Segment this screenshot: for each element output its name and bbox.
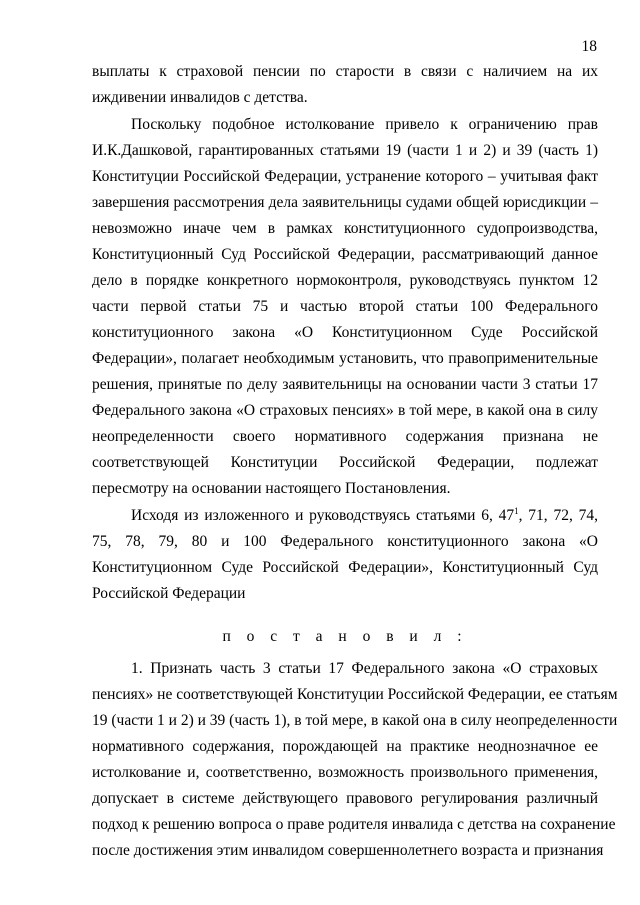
text-line: пересмотру на основании настоящего Постановления.: [92, 480, 451, 497]
text-line: невозможно иначе чем в рамках конституционного судопроизводства,: [92, 220, 598, 237]
text-line: истолкование и, соответственно, возможность произвольного применения,: [92, 764, 598, 781]
text-line: Федерации», полагает необходимым установить, что правоприменительные: [92, 350, 598, 367]
text-line: части первой статьи 75 и частью второй статьи 100 Федерального: [92, 298, 598, 315]
text-line: И.К.Дашковой, гарантированных статьями 19 (части 1 и 2) и 39 (часть 1): [92, 142, 598, 159]
paragraph-first-line: Поскольку подобное истолкование привело к ограничению прав: [131, 116, 598, 133]
text-line: дело в порядке конкретного нормоконтроля, руководствуясь пунктом 12: [92, 272, 598, 289]
paragraph-first-line: 1. Признать часть 3 статьи 17 Федерального закона «О страховых: [131, 660, 598, 677]
text-line: 75, 78, 79, 80 и 100 Федерального конституционного закона «О: [92, 533, 598, 550]
resolution-heading: п о с т а н о в и л :: [222, 628, 468, 645]
text-line: неопределенности своего нормативного содержания признана не: [92, 428, 598, 445]
text-line: соответствующей Конституции Российской Федерации, подлежат: [92, 454, 598, 471]
text-line: Конституции Российской Федерации, устранение которого – учитывая факт: [92, 168, 598, 185]
text-line: пенсиях» не соответствующей Конституции Российской Федерации, ее статьям: [92, 686, 618, 703]
text-line: Конституционном Суде Российской Федерации», Конституционный Суд: [92, 559, 598, 576]
text-segment: , 71, 72, 74,: [518, 507, 599, 524]
text-line: подход к решению вопроса о праве родителя инвалида с детства на сохранение: [92, 816, 616, 833]
text-line: конституционного закона «О Конституционном Суде Российской: [92, 324, 598, 341]
text-segment: Исходя из изложенного и руководствуясь статьями 6, 47: [131, 507, 515, 524]
superscript: 1: [514, 506, 519, 516]
text-line: 19 (части 1 и 2) и 39 (часть 1), в той мере, в какой она в силу неопределенности: [92, 712, 618, 729]
text-line: иждивении инвалидов с детства.: [92, 89, 308, 106]
paragraph-first-line: [131, 506, 598, 525]
text-line: выплаты к страховой пенсии по старости в связи с наличием на их: [92, 63, 598, 80]
text-line: Федерального закона «О страховых пенсиях» в той мере, в какой она в силу: [92, 402, 598, 419]
text-line: решения, принятые по делу заявительницы на основании части 3 статьи 17: [92, 376, 598, 393]
text-line: нормативного содержания, порождающей на практике неоднозначное ее: [92, 738, 598, 755]
text-line: допускает в системе действующего правового регулирования различный: [92, 790, 598, 807]
page-number: 18: [581, 38, 597, 55]
text-line: Конституционный Суд Российской Федерации, рассматривающий данное: [92, 246, 598, 263]
text-line: после достижения этим инвалидом совершеннолетнего возраста и признания: [92, 842, 604, 859]
text-line: завершения рассмотрения дела заявительницы судами общей юрисдикции –: [92, 194, 598, 211]
text-line: Российской Федерации: [92, 585, 246, 602]
